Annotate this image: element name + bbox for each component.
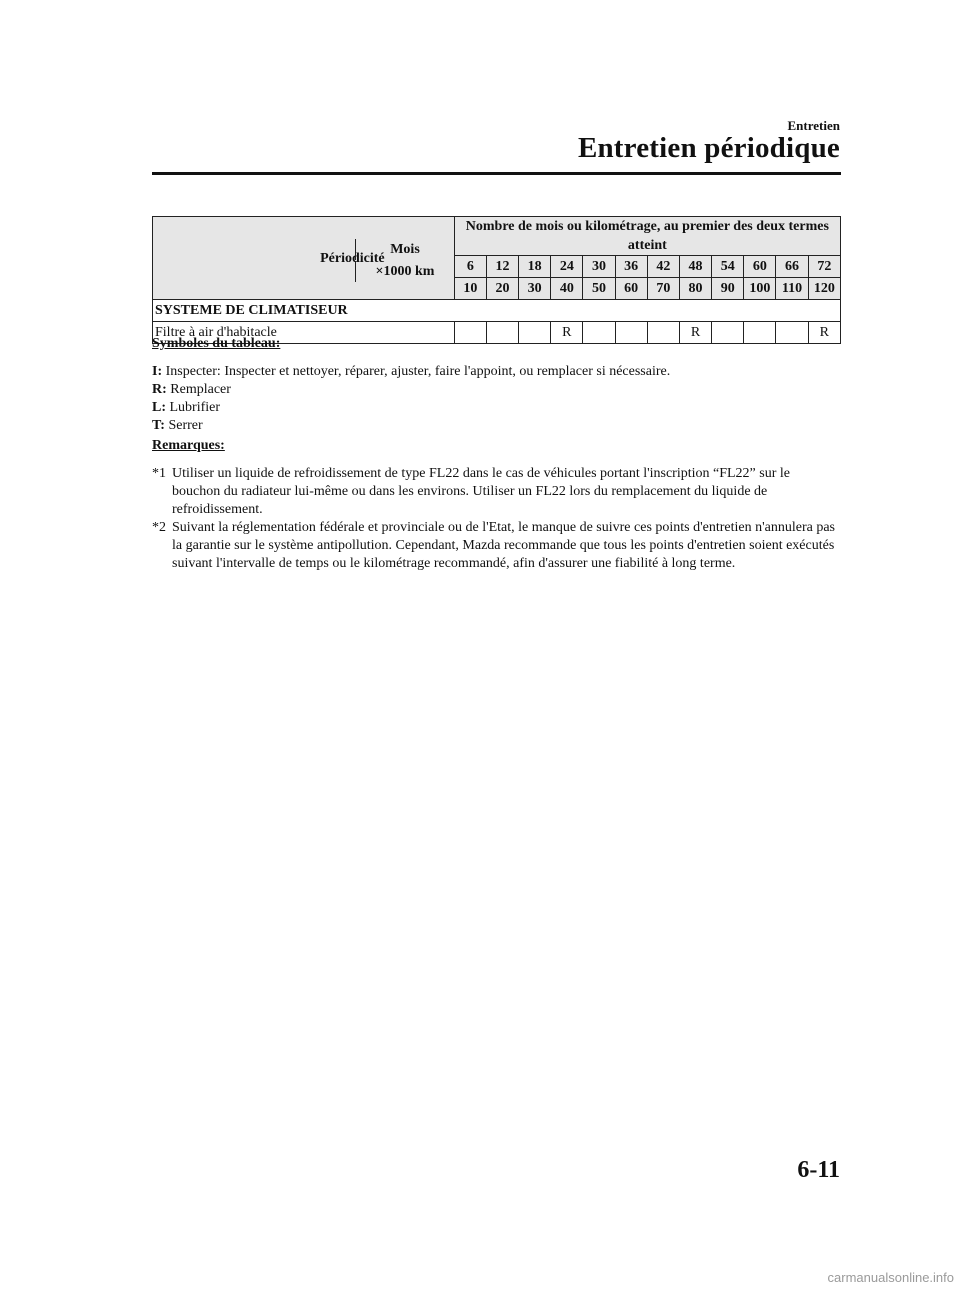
month-cell: 48 [679,256,711,278]
month-cell: 18 [519,256,551,278]
periodicite-label: Périodicité [320,250,385,266]
km-cell: 80 [679,278,711,300]
legend-symbol: L: [152,400,166,415]
month-cell: 36 [615,256,647,278]
legend-text: Serrer [168,418,203,433]
month-cell: 30 [583,256,615,278]
maintenance-table [152,216,841,344]
note-item [152,465,841,519]
month-cell: 24 [551,256,583,278]
table-row [153,217,841,256]
legend-item [152,417,841,435]
notes-heading: Remarques: [152,438,225,453]
table-row [153,300,841,322]
section-row-label: SYSTEME DE CLIMATISEUR [153,300,841,322]
km-cell: 100 [744,278,776,300]
watermark: carmanualsonline.info [827,1270,954,1285]
mark-cell: R [551,322,583,344]
legend-heading: Symboles du tableau: [152,336,281,351]
mark-cell: R [679,322,711,344]
km-cell: 70 [647,278,679,300]
month-cell: 12 [486,256,518,278]
km-row-label: ×1000 km [355,261,454,282]
legend-text: Remplacer [170,382,231,397]
note-text: Utiliser un liquide de refroidissement de type FL22 dans le cas de véhicules portant l'inscription “FL22” sur le bouchon du radiateur lui-même ou dans les environs. Utiliser un FL22 lors du remplacement du liquide de refroidissement. [172,466,790,517]
page-title: Entretien périodique [577,132,840,164]
km-cell: 20 [486,278,518,300]
legend-item [152,363,841,381]
page-section-label: Entretien [787,118,840,133]
km-cell: 90 [712,278,744,300]
legend-text: Lubrifier [169,400,221,415]
note-item [152,519,841,573]
km-cell: 30 [519,278,551,300]
legend-symbol: T: [152,418,165,433]
month-cell: 66 [776,256,808,278]
km-cell: 40 [551,278,583,300]
interval-title: Nombre de mois ou kilométrage, au premier des deux termes atteint [454,217,840,256]
mark-cell: R [808,322,840,344]
month-cell: 6 [454,256,486,278]
note-number: *2 [152,520,166,535]
month-cell: 54 [712,256,744,278]
legend-symbol: I: [152,364,163,379]
title-rule [152,172,841,175]
notes [152,437,841,573]
item-label: Filtre à air d'habitacle [153,322,455,344]
km-cell: 120 [808,278,840,300]
months-row-label: Mois [355,239,454,260]
km-cell: 10 [454,278,486,300]
page-number: 6-11 [797,1157,840,1183]
note-number: *1 [152,466,166,481]
legend-item [152,381,841,399]
legend [152,335,841,435]
month-cell: 60 [744,256,776,278]
km-cell: 50 [583,278,615,300]
note-text: Suivant la réglementation fédérale et provinciale ou de l'Etat, le manque de suivre ces points d'entretien n'annulera pas la garantie sur le système antipollution. Cependant, Mazda recommande que tous les points d'entretien soient exécutés suivant l'intervalle de temps ou le kilométrage recommandé, afin d'assurer une fiabilité à long terme. [172,520,835,571]
month-cell: 72 [808,256,840,278]
km-cell: 110 [776,278,808,300]
legend-item [152,399,841,417]
km-cell: 60 [615,278,647,300]
legend-symbol: R: [152,382,167,397]
legend-text: Inspecter: Inspecter et nettoyer, réparer, ajuster, faire l'appoint, ou remplacer si nécessaire. [165,364,671,379]
month-cell: 42 [647,256,679,278]
